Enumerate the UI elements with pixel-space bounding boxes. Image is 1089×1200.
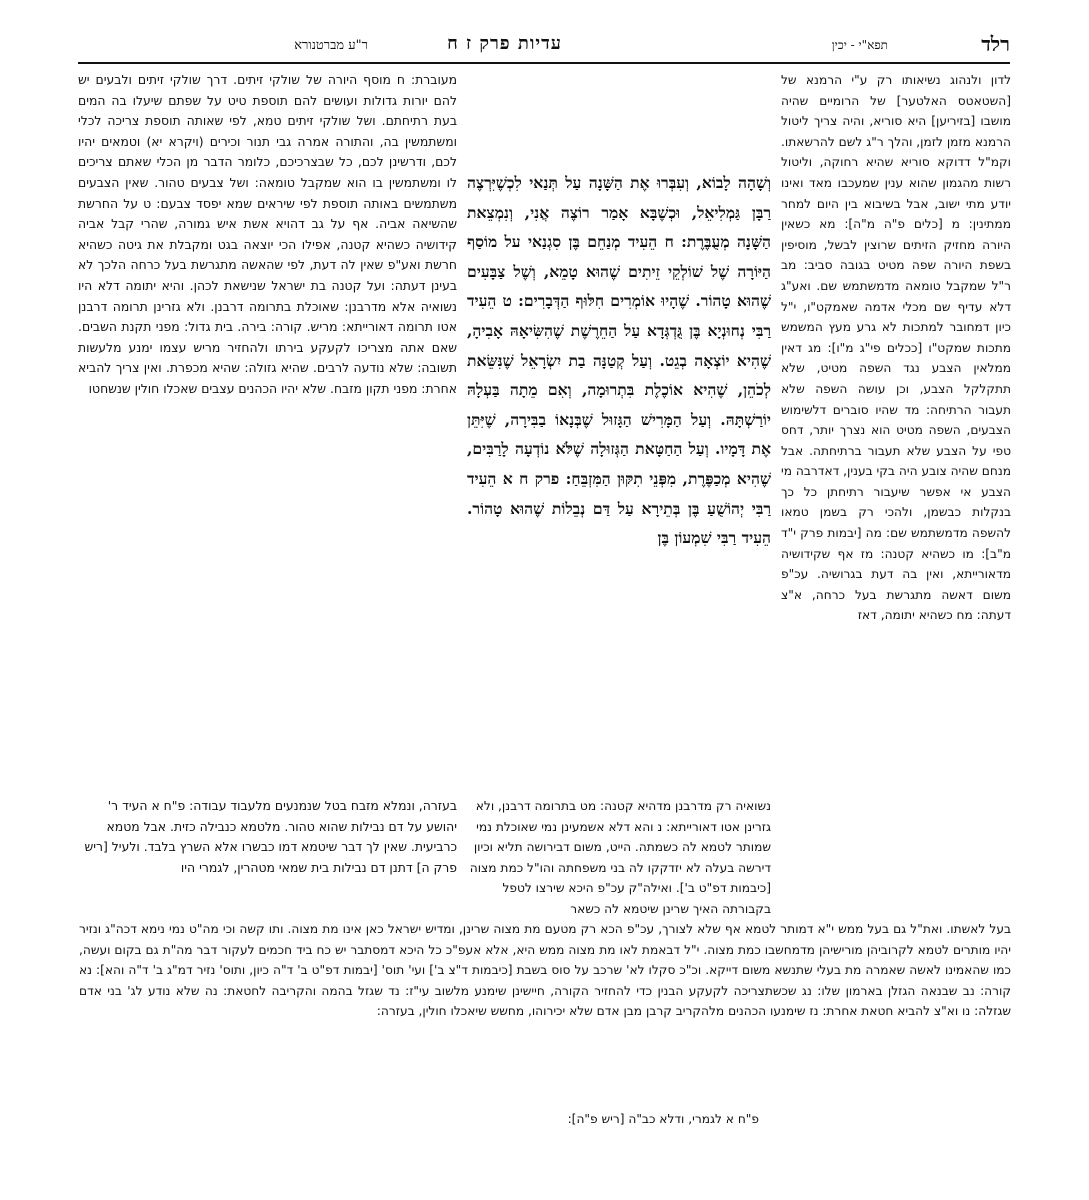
bartenura-continuation-text: בעזרה, ונמלא מזבח בטל שנמנעים מלעבוד עבודה: פ"ח א העיד ר' יהושע על דם נבילות שהוא טהור. מלטמא כנבילה כזית. אבל מטמא כרביעית. שאין לך דבר שיטמא דמו כבשרו אלא השרץ בלבד. ולעיל [ריש פרק ה] דתנן דם נבילות בית שמאי מטהרין, לגמרי היו [84,798,457,875]
folio-number: רלד [981,32,1010,56]
page-header [78,32,1010,62]
header-divider [78,62,1010,64]
bartenura-label: ר"ע מברטנורא [294,38,368,53]
closing-line: פ"ח א לגמרי, ודלא כב"ה [ריש פ"ה]: [567,1112,759,1126]
tiferet-yisrael-column [781,70,1011,626]
bartenura-column [78,70,457,400]
bartenura-commentary-text: מעוברת: ח מוסף היורה של שולקי זיתים. דרך שולקי זיתים ולבעים יש להם יורות גדולות ועושים להם תוספת טיט על שפתם שיעלו בה המים בעת רתיחתם. ושל שולקי זיתים טמא, לפי שאותה תוספת צריכה לכלי ומשתמשין בה, והתורה אמרה גבי תנור וכירים (ויקרא יא) וטמאים יהיו לכם, ודרשינן לכם, כל שבצרכיכם, כלומר הדבר מן הכלי שאתם צריכים לו ומשתמשין בו הוא שמקבל טומאה: ושל צבעים טהור. שאין הצבעים משתמשים באותה תוספת לפי שיראים שמא יפסד צבעם: ט על החרשת שהשיאה אביה. אף על גב דהויא אשת איש גמורה, שהרי קבל אביה קידושיה כשהיא קטנה, אפילו הכי יוצאה בגט ומקבלת את גיטה כשהיא חרשת ואע"פ שאין לה דעת, לפי שהאשה מתגרשת בעל כרחה הלכך לא בעינן דעתה: ועל קטנה בת ישראל שנישאת לכהן. והיא יתומה דלא היו נשואיה אלא מדרבנן: שאוכלת בתרומה דרבנן. ולא גזרינן תרומה דרבנן אטו תרומה דאורייתא: מריש. קורה: בירה. בית גדול: מפני תקנת השבים. שאם אתה מצריכו לקעקע בירתו ולהחזיר מריש עצמו ימנע מלעשות תשובה: שלא נודעה לרבים. שהיא גזולה: שהיא מכפרת. ואין צריך להביא אחרת: מפני תקון מזבח. שלא יהיו הכהנים עצבים שאכלו חולין שנשחטו [78,72,457,396]
mishnah-column [467,168,771,553]
tiferet-continuation [467,796,771,920]
footnotes-block [79,919,1011,1022]
tiferet-continuation-text: נשואיה רק מדרבנן מדהיא קטנה: מט בתרומה דרבנן, ולא גזרינן אטו דאורייתא: נ והא דלא אשמעינן נמי שאוכלת נמי שמותר לטמא לה כשמתה. הייט, משום דבירושה תליא וכיון דירשה בעלה לא יזדקקו לה בני משפחתה והו"ל כמת מצוה [כיבמות דפ"ט ב']. ואילה"ק עכ"פ היכא שירצו לטפל בקבורתה האיך שרינן שיטמא לה כשאר [469,799,771,916]
bartenura-continuation [78,796,457,878]
footnotes-text: בעל לאשתו. ואת"ל גם בעל ממש י"א דמותר לטמא אף שלא לצורך, עכ"פ הכא רק מטעם מת מצוה שרינן, ומדיש ישראל כאן אינו מת מצוה. ותו קשה וכי מה"ט נמי נימא דכה"ג ונזיר יהיו מותרים לטמא לקרוביהן מורישיהן מדמחשבו כמת מצוה. י"ל דבאמת לאו מת מצוה ממש היא, אלא אעפ"כ כל היכא דמסתבר יש כח ביד חכמים לעקור דבר מה"ת גם בקום ועשה, כמו שהאמינו לאשה שאמרה מת בעלי שתנשא משום דייקא. וכ"כ סקלו לא' שרכב על סוס בשבת [כיבמות ד"צ ב'] ועי' תוס' [יבמות דפ"ט ב' ד"ה כיון, ותוס' נזיר דמ"ג ב' ד"ה והא]: נא קורה: נב שבנאה הגזלן בארמון שלו: נג שכשתצריכה לקעקע הבנין כדי להחזיר הקורה, חיישינן שימנע מלשוב עי"ז: נד שגזל בהמה והקריבה לחטאת: נה שלא נודע לג' בני אדם שגזלה: נו וא"צ להביא חטאת אחרת: נז שימנעו הכהנים מלהקריב קרבן מבן אדם שלא יכירוהו, מחשש שיאכלו חולין, בעזרה: [79,922,1011,1018]
mishnah-text: וְשָׁהָה לָבוֹא, וְעִבְּרוּ אֶת הַשָּׁנָה עַל תְּנַאי לִכְשֶׁיִּרְצֶה רַבָּן גַּמְלִיאֵל, וּכְשֶׁבָּא אָמַר רוֹצֶה אֲנִי, וְנִמְצֵאת הַשָּׁנָה מְעֻבֶּרֶת: ח הֵעִיד מְנַחֵם בֶּן סִגְנַאי על מוֹסַף הַיּוֹרָה שֶׁל שׁוֹלְקֵי זֵיתִים שֶׁהוּא טָמֵא, וְשֶׁל צַבָּעִים שֶׁהוּא טָהוֹר. שֶׁהָיוּ אוֹמְרִים חִלּוּף הַדְּבָרִים: ט הֵעִיד רַבִּי נְחוּנְיָא בֶּן גֻּדְגְּדָא עַל הַחֵרֶשֶׁת שֶׁהִשִּׂיאָהּ אָבִיהָ, שֶׁהִיא יוֹצְאָה בְגֵט. וְעַל קְטַנָּה בַת יִשְׂרָאֵל שֶׁנִּשֵּׂאת לְכֹהֵן, שֶׁהִיא אוֹכֶלֶת בִּתְרוּמָה, וְאִם מֵתָה בַּעְלָהּ יוֹרַשְׁתָּהּ. וְעַל הַמָּרִישׁ הַגָּזוּל שֶׁבְּנָאוֹ בַבִּירָה, שֶׁיִּתֵּן אֶת דָּמָיו. וְעַל הַחַטָּאת הַגְּזוּלָה שֶׁלֹּא נוֹדְעָה לָרַבִּים, שֶׁהִיא מְכַפֶּרֶת, מִפְּנֵי תִקּוּן הַמִּזְבֵּחַ: פרק ח א הֵעִיד רַבִּי יְהוֹשֻׁעַ בֶּן בְּתֵירָא עַל דַּם נְבֵלוֹת שֶׁהוּא טָהוֹר. הֵעִיד רַבִּי שִׁמְעוֹן בֶּן [467,173,771,548]
tiferet-yisrael-label: תפא"י - יכין [831,38,888,52]
tiferet-commentary-text: לדון ולנהוג נשיאותו רק ע"י הרמנא של [השטאטס האלטער] של הרומיים שהיה מושבו [בזיריען] היא סוריא, והיה צריך ליטול הרמנא מזמן לזמן, והלך ר"ג לשם להרשאתו. וקמ"ל דדוקא סוריא שהיא רחוקה, וליטול רשות מהגמון שהוא ענין שמעכבו מאד ואינו יודע מתי ישוב, אבל בשיבוא בין היום למחר ממתינין: מ [כלים פ"ה מ"ה]: מא כשאין היורה מחזיק הזיתים שרוצין לבשל, מוסיפין בשפת היורה שפה מטיט בגובה סביב: מב ר"ל שמקבל טומאה מדמשתמש שם. ואע"ג דלא עדיף שם מכלי אדמה שאמקט"ו, י"ל כיון דמחובר למתכות לא גרע מעץ המשמש מתכות שמקט"ו [ככלים פי"ג מ"ו]: מג דאין ממלאין הצבע נגד השפה מטיט, שלא תתקלקל הצבע, וכן עושה השפה שלא תעבור הרתיחה: מד שהיו סוברים דלשימוש הצבעים, השפה מטיט הוא נצרך יותר, דחס טפי על הצבע שלא תעבור ברתיחתה. אבל מנחם שהיה צובע היה בקי בענין, דאדרבה מי הצבע אי אפשר שיעבור רתיחתן כל כך בנקלות כבשמן, ולהכי רק בשמן טמאו להשפה מדמשתמש שם: מה [יבמות פרק י"ד מ"ב]: מו כשהיא קטנה: מז אף שקידושיה מדאורייתא, ואין בה דעת בגרושיה. עכ"פ משום דאשה מתגרשת בעל כרחה, א"צ דעתה: מח כשהיא יתומה, דאז [781,73,1011,623]
tractate-title: עדיות פרק ז ח [447,33,562,54]
